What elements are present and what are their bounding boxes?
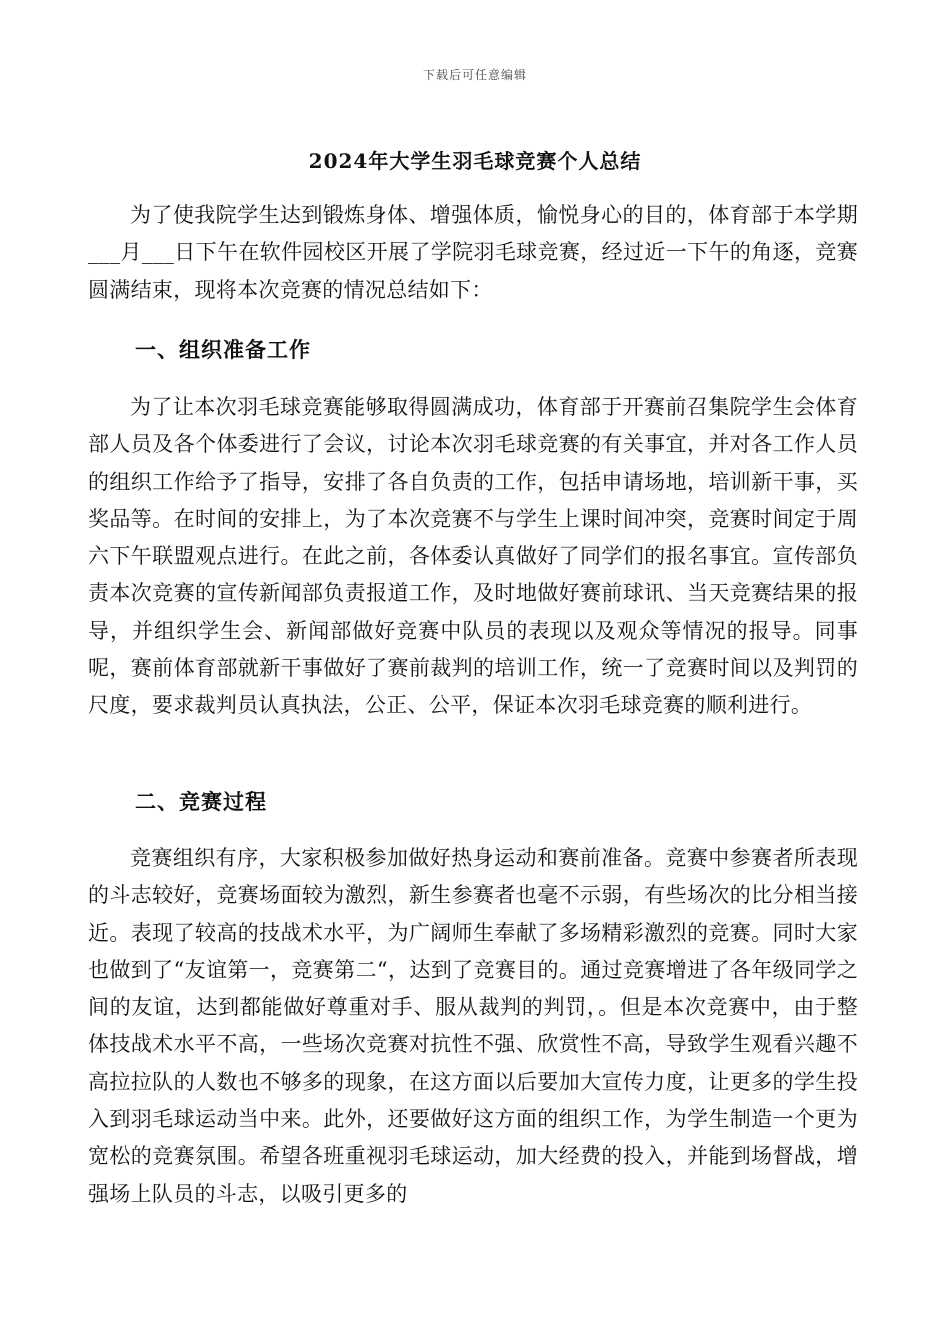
section-paragraph-process: 竞赛组织有序，大家积极参加做好热身运动和赛前准备。竞赛中参赛者所表现的斗志较好，竞赛场面较为激烈，新生参赛者也毫不示弱，有些场次的比分相当接近。表现了较高的技战术水平，为广阔师生奉献了多场精彩激烈的竞赛。同时大家也做到了“友谊第一，竞赛第二“，达到了竞赛目的。通过竞赛增进了各年级同学之间的友谊，达到都能做好尊重对手、服从裁判的判罚，。但是本次竞赛中，由于整体技战术水平不高，一些场次竞赛对抗性不强、欣赏性不高，导致学生观看兴趣不高拉拉队的人数也不够多的现象，在这方面以后要加大宣传力度，让更多的学生投入到羽毛球运动当中来。此外，还要做好这方面的组织工作，为学生制造一个更为宽松的竞赛氛围。希望各班重视羽毛球运动，加大经费的投入，并能到场督战，增强场上队员的斗志，以吸引更多的 — [88, 846, 858, 1206]
section-heading-organization: 一、组织准备工作 — [135, 337, 311, 362]
section-heading-process: 二、竞赛过程 — [135, 789, 267, 814]
header-note: 下载后可任意编辑 — [422, 68, 527, 82]
document-title: 2024年大学生羽毛球竞赛个人总结 — [308, 149, 642, 173]
section-paragraph-organization: 为了让本次羽毛球竞赛能够取得圆满成功，体育部于开赛前召集院学生会体育部人员及各个体委进行了会议，讨论本次羽毛球竞赛的有关事宜，并对各工作人员的组织工作给予了指导，安排了各自负责的工作，包括申请场地，培训新干事，买奖品等。在时间的安排上，为了本次竞赛不与学生上课时间冲突，竞赛时间定于周六下午联盟观点进行。在此之前，各体委认真做好了同学们的报名事宜。宣传部负责本次竞赛的宣传新闻部负责报道工作，及时地做好赛前球讯、当天竞赛结果的报导，并组织学生会、新闻部做好竞赛中队员的表现以及观众等情况的报导。同事呢，赛前体育部就新干事做好了赛前裁判的培训工作，统一了竞赛时间以及判罚的尺度，要求裁判员认真执法，公正、公平，保证本次羽毛球竞赛的顺利进行。 — [88, 395, 858, 718]
intro-paragraph: 为了使我院学生达到锻炼身体、增强体质，愉悦身心的目的，体育部于本学期___月___日下午在软件园校区开展了学院羽毛球竞赛，经过近一下午的角逐，竞赛圆满结束，现将本次竞赛的情况总结如下： — [88, 203, 858, 302]
